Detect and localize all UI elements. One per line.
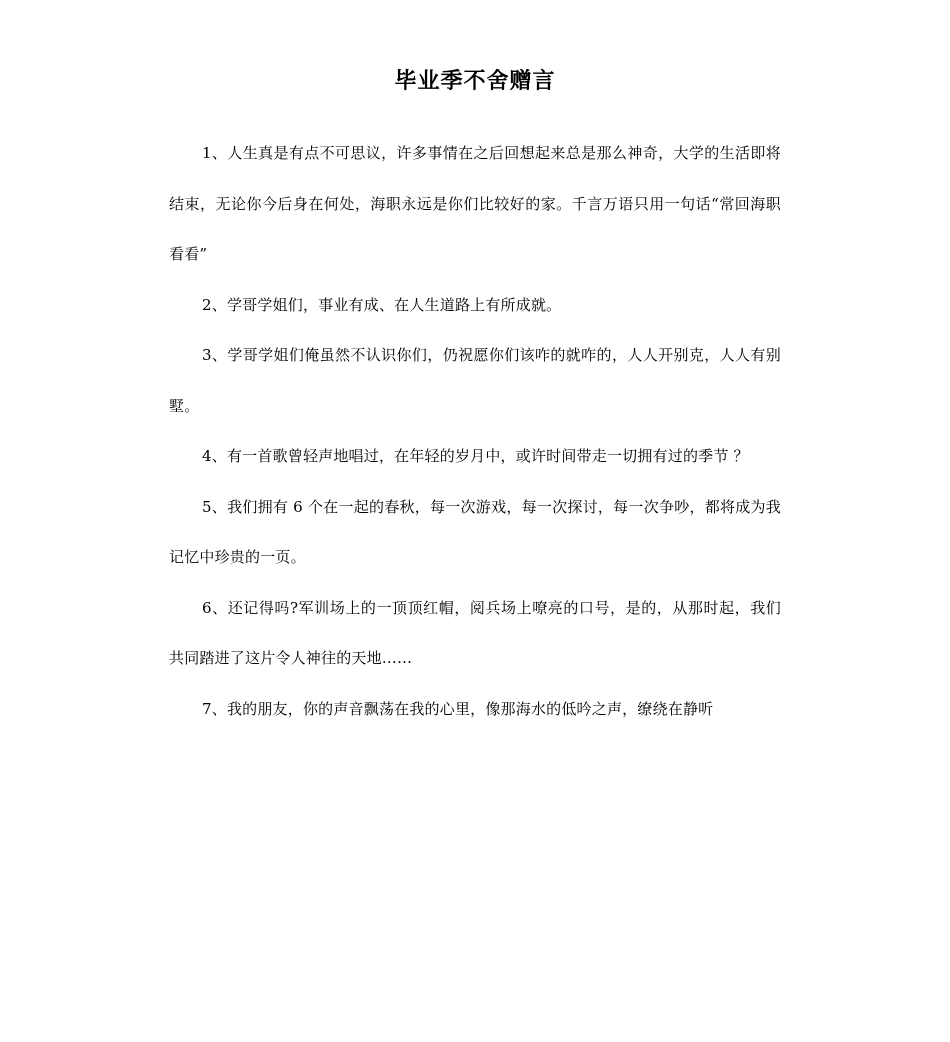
paragraph-5: 5、我们拥有 6 个在一起的春秋，每一次游戏，每一次探讨，每一次争吵，都将成为我记忆中珍贵的一页。 — [169, 497, 781, 566]
paragraph-3: 3、学哥学姐们俺虽然不认识你们，仍祝愿你们该咋的就咋的，人人开别克，人人有别墅。 — [169, 346, 781, 415]
document-body — [169, 128, 781, 734]
paragraph-2: 2、学哥学姐们，事业有成、在人生道路上有所成就。 — [202, 295, 562, 314]
paragraph-4: 4、有一首歌曾轻声地唱过，在年轻的岁月中，或许时间带走一切拥有过的季节 ？ — [202, 447, 749, 465]
paragraph-1: 1、人生真是有点不可思议，许多事情在之后回想起来总是那么神奇，大学的生活即将结束，无论你今后身在何处，海职永远是你们比较好的家。千言万语只用一句话“常回海职看看” — [169, 144, 781, 263]
paragraph-6: 6、还记得吗?军训场上的一顶顶红帽，阅兵场上嘹亮的口号，是的，从那时起，我们共同踏进了这片令人神往的天地…… — [169, 598, 781, 667]
document-title: 毕业季不舍赠言 — [394, 69, 556, 94]
paragraph-7: 7、我的朋友，你的声音飘荡在我的心里，像那海水的低吟之声，缭绕在静听 — [202, 699, 714, 718]
